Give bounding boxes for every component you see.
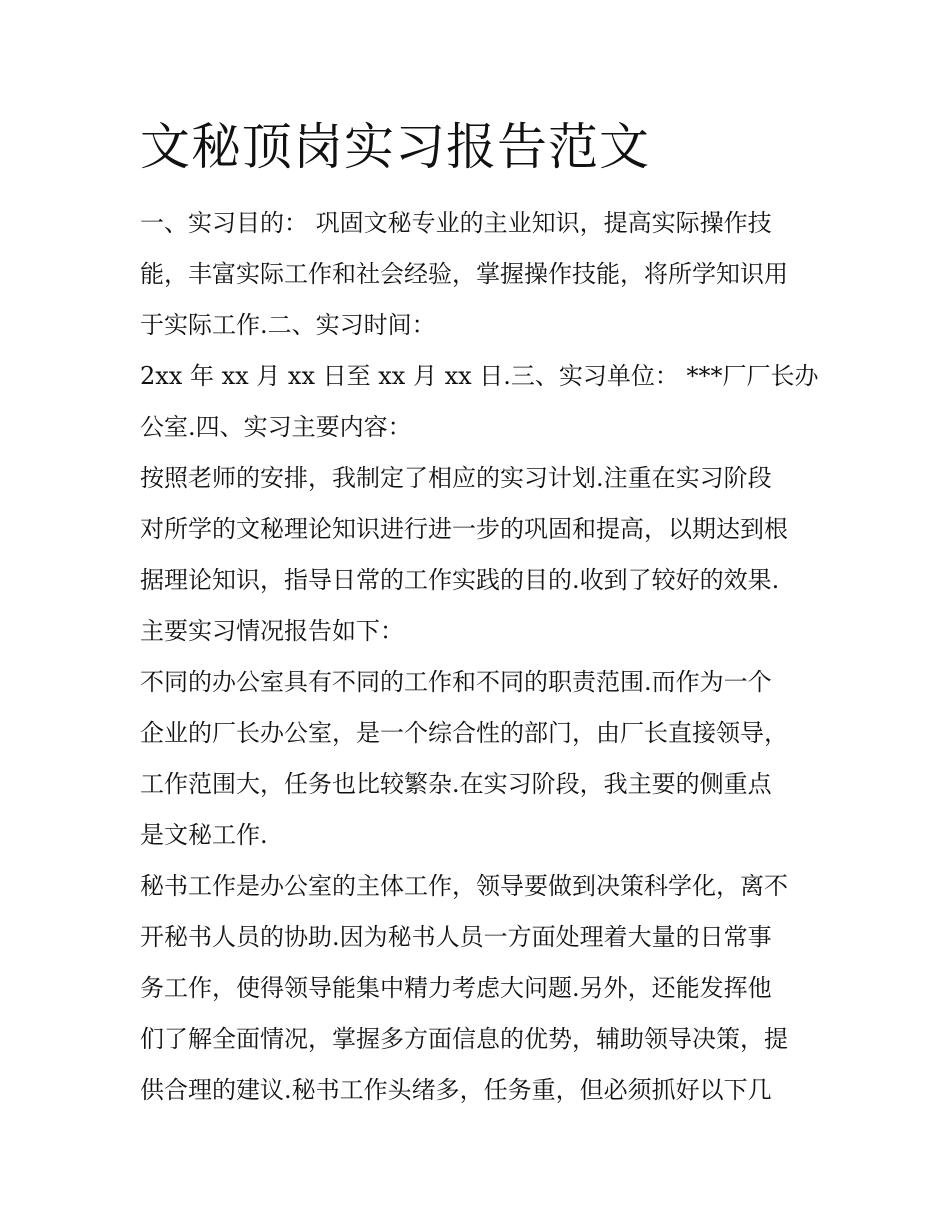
body-line: 主要实习情况报告如下： — [140, 617, 404, 645]
body-line: 不同的办公室具有不同的工作和不同的职责范围.而作为一个 — [140, 668, 772, 696]
body-line: 是文秘工作. — [140, 821, 268, 849]
body-line: 按照老师的安排，我制定了相应的实习计划.注重在实习阶段 — [140, 464, 772, 492]
body-line: 公室.四、实习主要内容： — [140, 413, 412, 441]
body-line: 能，丰富实际工作和社会经验，掌握操作技能，将所学知识用 — [140, 260, 788, 288]
body-line: 务工作，使得领导能集中精力考虑大问题.另外，还能发挥他 — [140, 974, 772, 1002]
body-line: 们了解全面情况，掌握多方面信息的优势，辅助领导决策，提 — [140, 1025, 788, 1053]
body-line: 2xx 年 xx 月 xx 日至 xx 月 xx 日.三、实习单位： ***厂厂长办 — [140, 362, 819, 390]
body-line: 工作范围大，任务也比较繁杂.在实习阶段，我主要的侧重点 — [140, 770, 772, 798]
body-line: 秘书工作是办公室的主体工作，领导要做到决策科学化，离不 — [140, 872, 788, 900]
body-line: 于实际工作.二、实习时间： — [140, 311, 436, 339]
body-line: 对所学的文秘理论知识进行进一步的巩固和提高，以期达到根 — [140, 515, 788, 543]
body-line: 企业的厂长办公室，是一个综合性的部门，由厂长直接领导， — [140, 719, 788, 747]
body-line: 一、实习目的： 巩固文秘专业的主业知识，提高实际操作技 — [140, 209, 772, 237]
body-line: 开秘书人员的协助.因为秘书人员一方面处理着大量的日常事 — [140, 923, 772, 951]
body-line: 据理论知识，指导日常的工作实践的目的.收到了较好的效果. — [140, 566, 780, 594]
body-line: 供合理的建议.秘书工作头绪多，任务重，但必须抓好以下几 — [140, 1076, 772, 1104]
document-title: 文秘顶岗实习报告范文 — [140, 118, 650, 176]
document-body — [140, 198, 820, 1116]
